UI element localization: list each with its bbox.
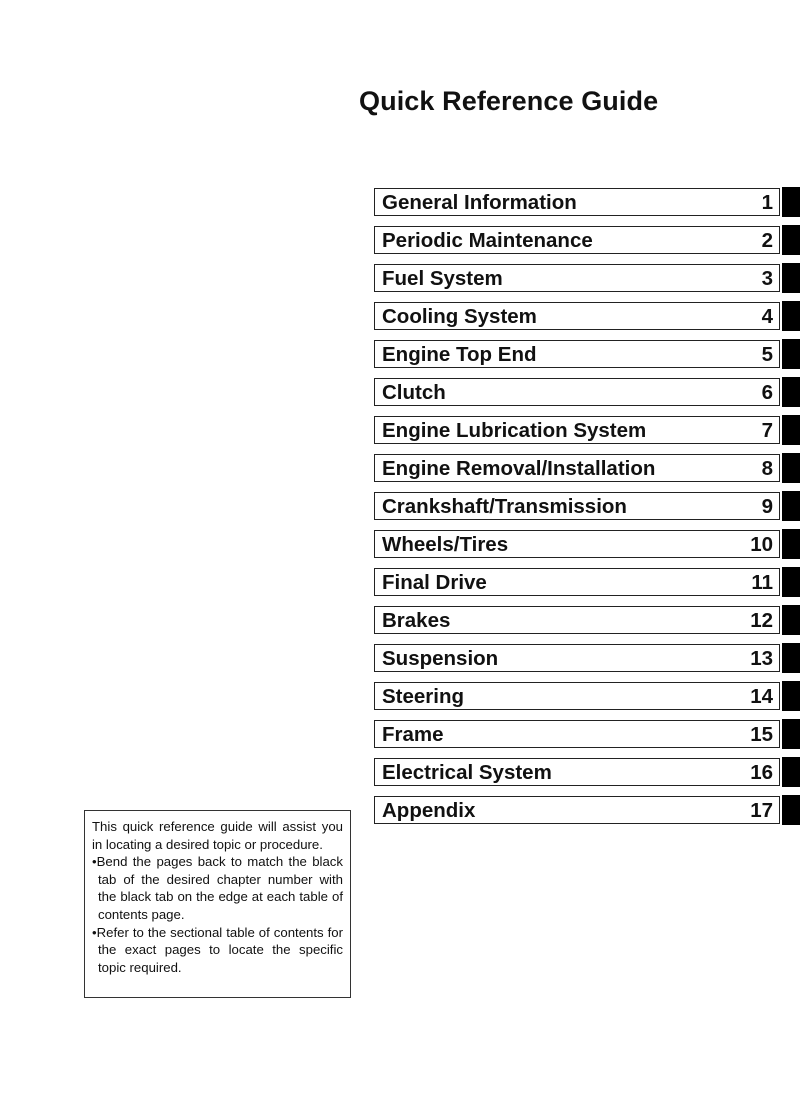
chapter-number: 10 <box>750 533 773 556</box>
chapter-number: 2 <box>761 229 773 252</box>
chapter-black-tab <box>782 187 800 217</box>
chapter-black-tab <box>782 415 800 445</box>
chapter-number: 9 <box>761 495 773 518</box>
chapter-number: 11 <box>751 571 773 594</box>
chapter-black-tab <box>782 719 800 749</box>
chapter-black-tab <box>782 491 800 521</box>
chapter-title: Brakes <box>382 609 451 632</box>
chapter-title: Final Drive <box>382 571 487 594</box>
page-title: Quick Reference Guide <box>359 86 659 116</box>
note-intro: This quick reference guide will assist you in locating a desired topic or procedure. <box>92 819 343 852</box>
chapter-row[interactable] <box>374 340 780 368</box>
chapter-black-tab <box>782 795 800 825</box>
chapter-black-tab <box>782 225 800 255</box>
chapter-title: Suspension <box>382 647 499 670</box>
chapter-number: 1 <box>761 191 773 214</box>
chapter-number: 15 <box>750 723 773 746</box>
chapter-number: 7 <box>761 419 773 442</box>
chapter-title: General Information <box>382 191 577 214</box>
chapter-number: 6 <box>761 381 773 404</box>
chapter-row[interactable] <box>374 606 780 634</box>
chapter-row[interactable] <box>374 568 780 596</box>
instruction-note <box>84 810 351 998</box>
chapter-title: Clutch <box>382 381 446 404</box>
chapter-title: Appendix <box>382 799 476 822</box>
chapter-number: 13 <box>750 647 773 670</box>
chapter-row[interactable] <box>374 758 780 786</box>
chapter-row[interactable] <box>374 530 780 558</box>
chapter-black-tab <box>782 567 800 597</box>
chapter-black-tab <box>782 263 800 293</box>
note-bullet: •Bend the pages back to match the black tab of the desired chapter number with the black tab on the edge at each table of contents page. <box>92 854 343 922</box>
chapter-number: 4 <box>761 305 773 328</box>
chapter-row[interactable] <box>374 796 780 824</box>
chapter-black-tab <box>782 643 800 673</box>
chapter-black-tab <box>782 377 800 407</box>
chapter-black-tab <box>782 681 800 711</box>
note-bullet: •Refer to the sectional table of contents for the exact pages to locate the specific topic required. <box>92 924 343 975</box>
chapter-black-tab <box>782 529 800 559</box>
chapter-row[interactable] <box>374 302 780 330</box>
chapter-black-tab <box>782 301 800 331</box>
chapter-row[interactable] <box>374 264 780 292</box>
chapter-title: Engine Lubrication System <box>382 419 647 442</box>
chapter-number: 8 <box>761 457 773 480</box>
chapter-title: Frame <box>382 723 444 746</box>
chapter-row[interactable] <box>374 188 780 216</box>
chapter-black-tab <box>782 757 800 787</box>
chapter-title: Engine Top End <box>382 343 537 366</box>
chapter-title: Crankshaft/Transmission <box>382 495 627 518</box>
chapter-title: Wheels/Tires <box>382 533 509 556</box>
chapter-row[interactable] <box>374 492 780 520</box>
chapter-title: Periodic Maintenance <box>382 229 593 252</box>
chapter-black-tab <box>782 339 800 369</box>
chapter-number: 3 <box>761 267 773 290</box>
chapter-row[interactable] <box>374 378 780 406</box>
chapter-title: Fuel System <box>382 267 503 290</box>
chapter-title: Electrical System <box>382 761 552 784</box>
chapter-black-tab <box>782 453 800 483</box>
chapter-black-tab <box>782 605 800 635</box>
chapter-row[interactable] <box>374 454 780 482</box>
chapter-title: Cooling System <box>382 305 537 328</box>
chapter-row[interactable] <box>374 226 780 254</box>
chapter-row[interactable] <box>374 416 780 444</box>
chapter-number: 17 <box>750 799 773 822</box>
chapter-number: 14 <box>750 685 773 708</box>
chapter-number: 12 <box>750 609 773 632</box>
chapter-row[interactable] <box>374 644 780 672</box>
chapter-number: 16 <box>750 761 773 784</box>
chapter-number: 5 <box>761 343 773 366</box>
chapter-title: Engine Removal/Installation <box>382 457 656 480</box>
chapter-row[interactable] <box>374 720 780 748</box>
chapter-row[interactable] <box>374 682 780 710</box>
chapter-title: Steering <box>382 685 465 708</box>
